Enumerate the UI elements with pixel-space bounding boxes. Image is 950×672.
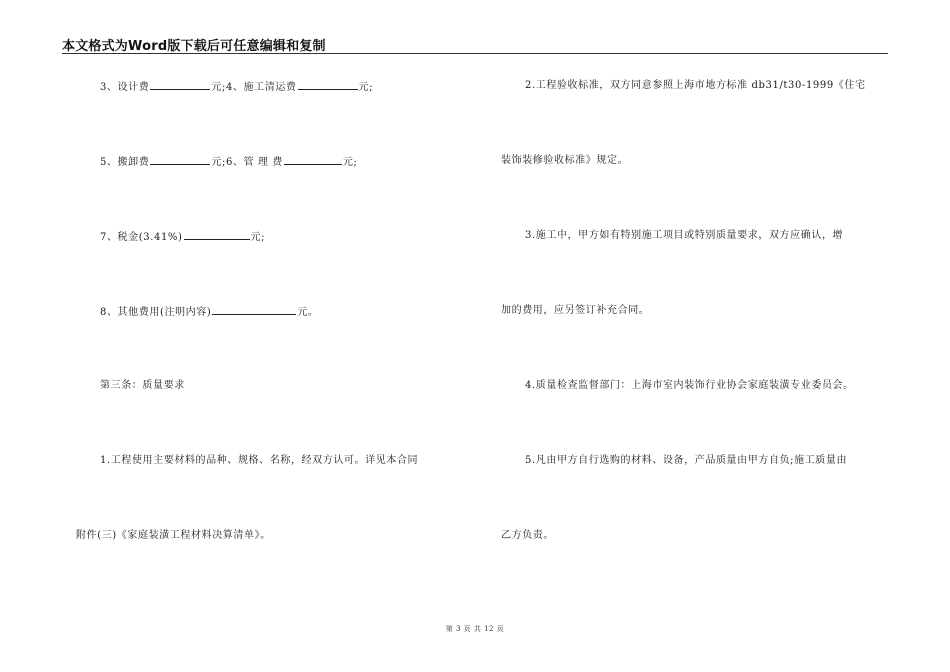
fee-4-blank: [298, 80, 358, 90]
quality-item-3-line2: 加的费用，应另签订补充合同。: [501, 305, 650, 316]
quality-item-1-line1: 1.工程使用主要材料的品种、规格、名称，经双方认可。详见本合同: [100, 455, 419, 466]
quality-item-4-line1: 4.质量检查监督部门：上海市室内装饰行业协会家庭装潢专业委员会。: [525, 380, 854, 391]
fee-5-unit: 元;: [211, 157, 226, 168]
quality-item-2-line2: 装饰装修验收标准》规定。: [501, 155, 629, 166]
header-divider: [62, 53, 888, 54]
fee-5-label: 5、搬卸费: [100, 157, 150, 168]
quality-item-1-line2: 附件(三)《家庭装潢工程材料决算清单》。: [76, 530, 271, 541]
fee-4-label: 4、施工清运费: [225, 82, 297, 93]
fee-6-unit: 元;: [342, 157, 358, 168]
section-title-quality: 第三条：质量要求: [100, 380, 185, 391]
quality-item-3-line1: 3.施工中，甲方如有特别施工项目或特别质量要求，双方应确认，增: [525, 230, 844, 241]
fee-7-blank: [184, 230, 250, 240]
fee-6-label: 6、管 理 费: [225, 157, 283, 168]
fee-3-unit: 元;: [211, 82, 226, 93]
fee-7-unit: 元;: [250, 232, 266, 243]
fee-7-label: 7、税金(3.41%): [100, 232, 183, 243]
fee-line-3-4: [100, 80, 373, 94]
page-number: 第 3 页 共 12 页: [445, 625, 505, 633]
fee-5-blank: [150, 155, 210, 165]
fee-line-8: [100, 305, 319, 319]
fee-line-5-6: [100, 155, 357, 169]
fee-3-label: 3、设计费: [100, 82, 150, 93]
fee-8-label: 8、其他费用(注明内容): [100, 307, 212, 318]
quality-item-5-line2: 乙方负责。: [501, 530, 554, 541]
fee-8-blank: [212, 305, 296, 315]
fee-line-7: [100, 230, 265, 244]
fee-6-blank: [284, 155, 342, 165]
fee-4-unit: 元;: [358, 82, 374, 93]
fee-8-unit: 元。: [297, 307, 319, 318]
fee-3-blank: [150, 80, 210, 90]
quality-item-5-line1: 5.凡由甲方自行选购的材料、设备，产品质量由甲方自负;施工质量由: [525, 455, 848, 466]
quality-item-2-line1: 2.工程验收标准，双方同意参照上海市地方标准 db31/t30-1999《住宅: [525, 80, 866, 91]
document-header-title: 本文格式为Word版下载后可任意编辑和复制: [62, 39, 326, 54]
